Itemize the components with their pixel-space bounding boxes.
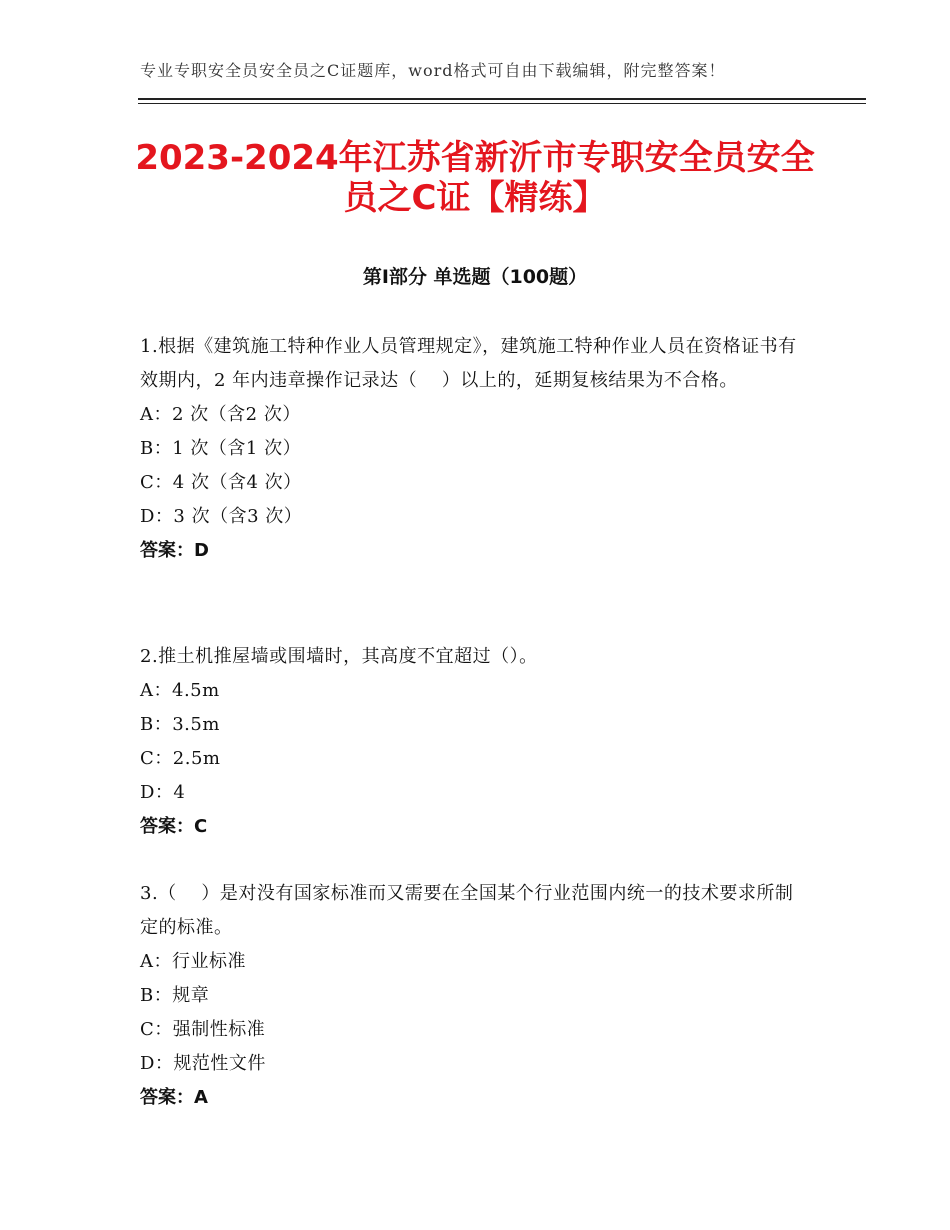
option-b: B：1 次（含1 次） [140,438,302,459]
option-a: A：2 次（含2 次） [140,404,301,425]
question-2 [140,640,810,844]
option-d: D：3 次（含3 次） [140,506,303,527]
question-stem: 2.推土机推屋墙或围墙时，其高度不宜超过（）。 [140,646,538,667]
document-title [120,138,830,218]
option-a: A：4.5m [140,680,220,701]
option-c: C：4 次（含4 次） [140,472,302,493]
question-stem: 1.根据《建筑施工特种作业人员管理规定》，建筑施工特种作业人员在资格证书有效期内，2 年内违章操作记录达（ ）以上的，延期复核结果为不合格。 [140,336,797,391]
header-rule-thin [138,103,866,104]
option-d: D：4 [140,782,186,803]
question-1 [140,330,810,568]
option-b: B：规章 [140,985,210,1006]
option-c: C：强制性标准 [140,1019,266,1040]
answer: 答案：C [140,816,208,837]
header-rule-thick [138,98,866,100]
section-title: 第Ⅰ部分 单选题（100题） [362,266,588,288]
question-3 [140,877,810,1115]
title-line-2: 员之C证【精练】 [343,178,607,218]
title-line-1: 2023-2024年江苏省新沂市专职安全员安全 [135,138,815,178]
answer: 答案：D [140,540,209,561]
page-header: 专业专职安全员安全员之C证题库，word格式可自由下载编辑，附完整答案！ [140,61,726,80]
option-a: A：行业标准 [140,951,246,972]
option-d: D：规范性文件 [140,1053,266,1074]
answer: 答案：A [140,1087,208,1108]
question-stem: 3.（ ）是对没有国家标准而又需要在全国某个行业范围内统一的技术要求所制定的标准。 [140,883,794,938]
option-c: C：2.5m [140,748,221,769]
option-b: B：3.5m [140,714,220,735]
